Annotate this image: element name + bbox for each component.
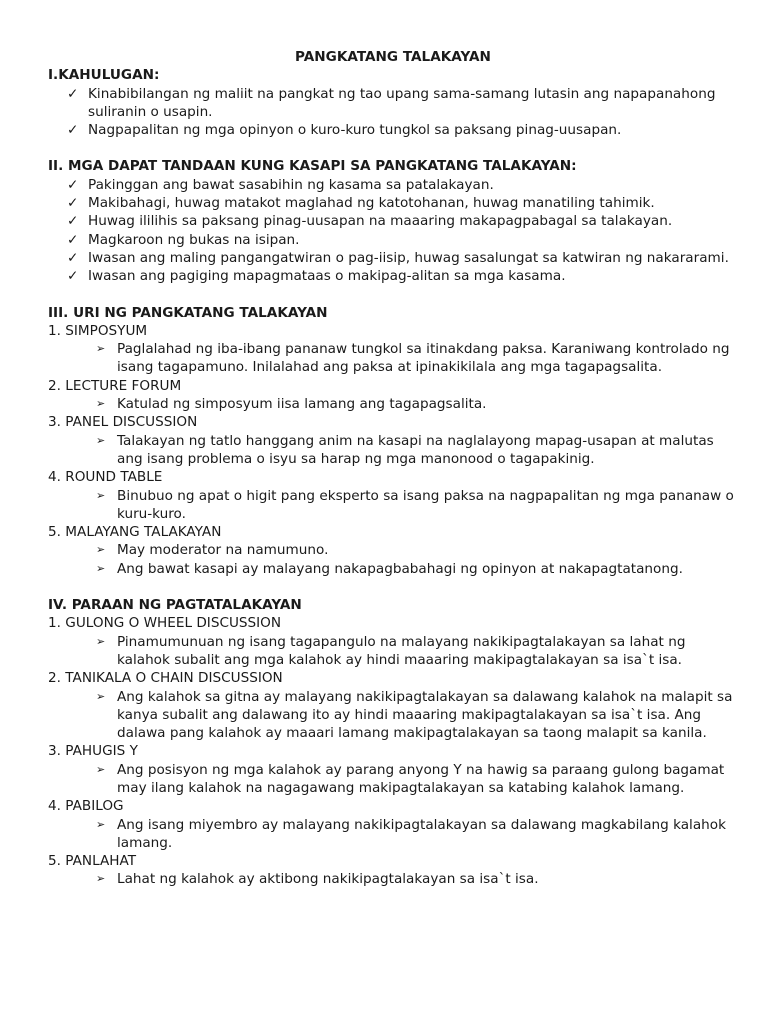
- subsection-label: 4. PABILOG: [48, 798, 124, 815]
- arrow-bullet-icon: ➢: [96, 488, 106, 502]
- list-item: ➢ Binubuo ng apat o higit pang eksperto sa isang paksa na nagpapalitan ng mga pananaw o kuru-kuro.: [96, 487, 734, 522]
- list-item: ➢ Ang isang miyembro ay malayang nakikipagtalakayan sa dalawang magkabilang kalahok lamang.: [96, 816, 726, 851]
- arrow-bullet-icon: ➢: [96, 433, 106, 447]
- section-uri: [48, 304, 738, 578]
- list-item: ✓ Nagpapalitan ng mga opinyon o kuro-kuro tungkol sa paksang pinag-uusapan.: [67, 122, 622, 139]
- check-mark-icon: ✓: [67, 176, 79, 193]
- arrow-bullet-icon: ➢: [96, 561, 106, 575]
- list-item: ➢ May moderator na namumuno.: [96, 542, 329, 559]
- section-heading: IV. PARAAN NG PAGTATALAKAYAN: [48, 597, 302, 614]
- subsection-label: 1. GULONG O WHEEL DISCUSSION: [48, 615, 282, 632]
- check-mark-icon: ✓: [67, 85, 79, 102]
- subsection-label: 5. MALAYANG TALAKAYAN: [48, 524, 222, 541]
- section-paraan: [48, 596, 738, 889]
- check-mark-icon: ✓: [67, 122, 79, 139]
- arrow-bullet-icon: ➢: [96, 817, 106, 831]
- list-item: ➢ Paglalahad ng iba-ibang pananaw tungkol sa itinakdang paksa. Karaniwang kontrolado ng isang tagapamuno. Inilalahad ang paksa at ipinakikilala ang mga tagapagsalita.: [96, 341, 730, 376]
- arrow-bullet-icon: ➢: [96, 872, 106, 886]
- subsection-label: 2. TANIKALA O CHAIN DISCUSSION: [48, 670, 283, 687]
- list-item: ✓ Magkaroon ng bukas na isipan.: [67, 231, 300, 248]
- subsection-label: 4. ROUND TABLE: [48, 469, 163, 486]
- arrow-bullet-icon: ➢: [96, 762, 106, 776]
- section-heading: III. URI NG PANGKATANG TALAKAYAN: [48, 304, 328, 321]
- check-mark-icon: ✓: [67, 231, 79, 248]
- section-dapat-tandaan: [48, 157, 738, 285]
- section-heading: I.KAHULUGAN:: [48, 67, 160, 84]
- subsection-label: 5. PANLAHAT: [48, 853, 137, 870]
- document-title: PANGKATANG TALAKAYAN: [295, 49, 491, 65]
- list-item: ➢ Lahat ng kalahok ay aktibong nakikipagtalakayan sa isa`t isa.: [96, 871, 539, 888]
- list-item: ✓ Iwasan ang pagiging mapagmataas o makipag-alitan sa mga kasama.: [67, 268, 566, 285]
- list-item: ➢ Ang kalahok sa gitna ay malayang nakikipagtalakayan sa dalawang kalahok na malapit sa kanya subalit ang dalawang ito ay hindi maaaring makipagtalakayan sa isa`t isa. Ang dalawa pang kalahok ay maaari lamang makipagtalakayan sa taong malapit sa kanila.: [96, 688, 733, 742]
- list-item: ➢ Pinamumunuan ng isang tagapangulo na malayang nakikipagtalakayan sa lahat ng kalahok subalit ang mga kalahok ay hindi maaaring makipagtalakayan sa isa`t isa.: [96, 633, 686, 668]
- section-kahulugan: [48, 66, 738, 139]
- list-item: ➢ Katulad ng simposyum iisa lamang ang tagapagsalita.: [96, 396, 487, 413]
- document-page: [48, 48, 738, 889]
- arrow-bullet-icon: ➢: [96, 397, 106, 411]
- list-item: ✓ Iwasan ang maling pangangatwiran o pag-iisip, huwag sasalungat sa katwiran ng nakararami.: [67, 249, 729, 266]
- list-item: ➢ Ang posisyon ng mga kalahok ay parang anyong Y na hawig sa paraang gulong bagamat may ilang kalahok na nagagawang makipagtalakayan sa katabing kalahok lamang.: [96, 761, 725, 796]
- subsection-label: 3. PANEL DISCUSSION: [48, 414, 198, 431]
- arrow-bullet-icon: ➢: [96, 342, 106, 356]
- arrow-bullet-icon: ➢: [96, 543, 106, 557]
- list-item: ✓ Kinabibilangan ng maliit na pangkat ng tao upang sama-samang lutasin ang napapanahong suliranin o usapin.: [67, 85, 716, 120]
- list-item: ✓ Pakinggan ang bawat sasabihin ng kasama sa patalakayan.: [67, 176, 494, 193]
- check-mark-icon: ✓: [67, 195, 79, 212]
- subsection-label: 2. LECTURE FORUM: [48, 377, 182, 394]
- check-mark-icon: ✓: [67, 268, 79, 285]
- subsection-label: 3. PAHUGIS Y: [48, 743, 138, 760]
- list-item: ➢ Ang bawat kasapi ay malayang nakapagbabahagi ng opinyon at nakapagtatanong.: [96, 560, 683, 577]
- section-heading: II. MGA DAPAT TANDAAN KUNG KASAPI SA PANGKATANG TALAKAYAN:: [48, 158, 577, 175]
- list-item: ✓ Makibahagi, huwag matakot maglahad ng katotohanan, huwag manatiling tahimik.: [67, 195, 655, 212]
- arrow-bullet-icon: ➢: [96, 689, 106, 703]
- arrow-bullet-icon: ➢: [96, 634, 106, 648]
- check-mark-icon: ✓: [67, 249, 79, 266]
- check-mark-icon: ✓: [67, 213, 79, 230]
- list-item: ✓ Huwag ililihis sa paksang pinag-uusapan na maaaring makapagpabagal sa talakayan.: [67, 213, 673, 230]
- subsection-label: 1. SIMPOSYUM: [48, 322, 148, 339]
- list-item: ➢ Talakayan ng tatlo hanggang anim na kasapi na naglalayong mapag-usapan at malutas ang isang problema o isyu sa harap ng mga manonood o tagapakinig.: [96, 432, 714, 467]
